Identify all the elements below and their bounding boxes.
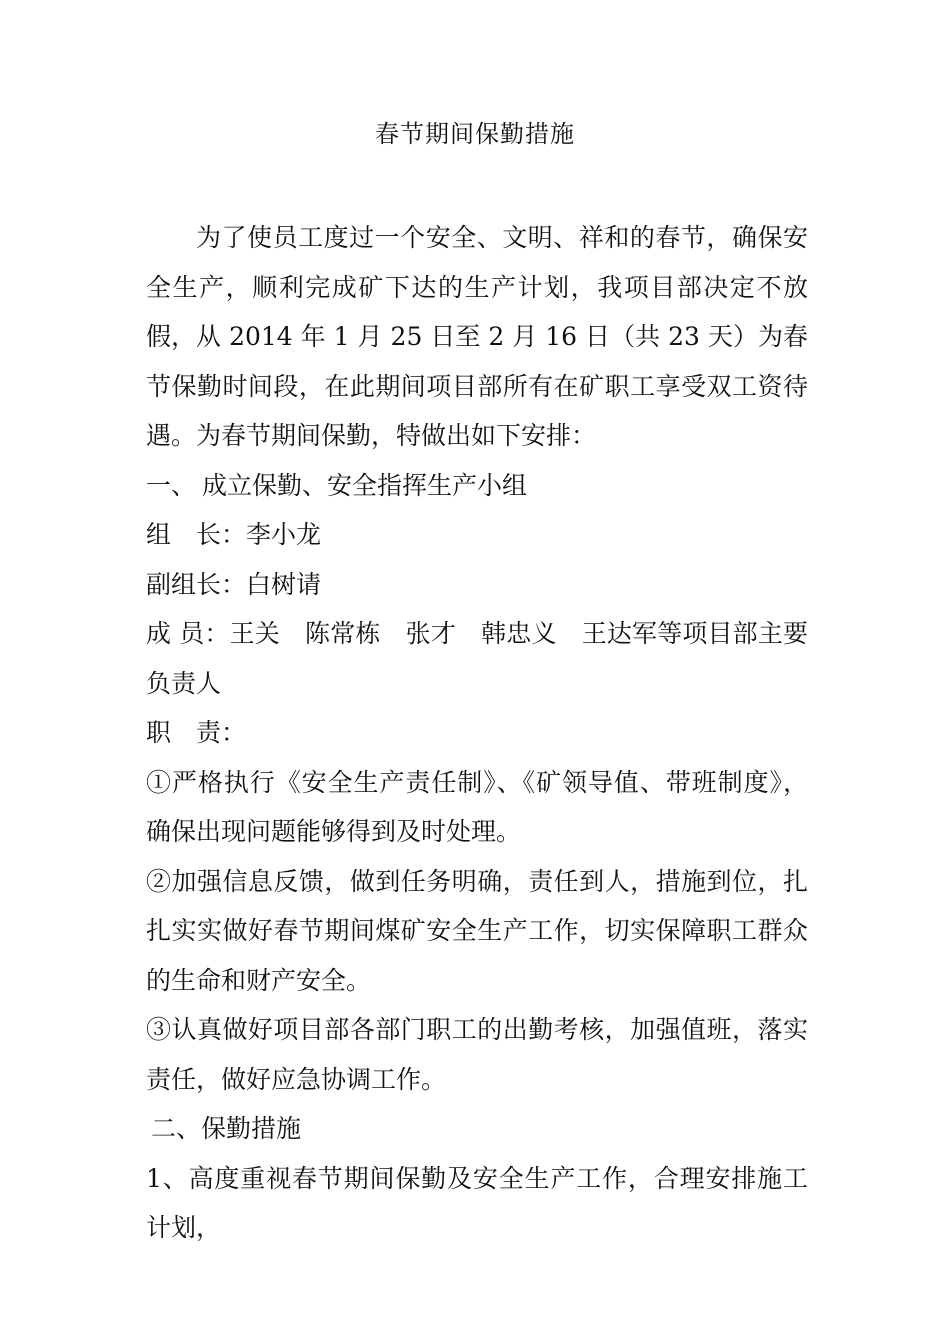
duty-item: ②加强信息反馈，做到任务明确，责任到人，措施到位，扎扎实实做好春节期间煤矿安全生产工作，切实保障职工群众的生命和财产安全。 — [146, 866, 808, 995]
document-body — [146, 213, 808, 1253]
group-leader: 组 长：李小龙 — [146, 520, 322, 549]
document-title: 春节期间保勤措施 — [375, 120, 575, 148]
deputy-leader: 副组长：白树请 — [146, 569, 322, 599]
measure-item: 1、高度重视春节期间保勤及安全生产工作，合理安排施工计划， — [146, 1163, 808, 1242]
section1-number: 一、 — [146, 470, 197, 500]
section2-heading: 二、保勤措施 — [151, 1114, 302, 1143]
duty-item: ③认真做好项目部各部门职工的出勤考核，加强值班，落实责任，做好应急协调工作。 — [146, 1015, 808, 1094]
section1-heading-line — [146, 461, 808, 511]
duty-item: ①严格执行《安全生产责任制》、《矿领导值、带班制度》，确保出现问题能够得到及时处理。 — [146, 767, 808, 846]
intro-paragraph: 为了使员工度过一个安全、文明、祥和的春节，确保安全生产，顺利完成矿下达的生产计划，我项目部决定不放假，从 2014 年 1 月 25 日至 2 月 16 日（共 23 天）为春节保勤时间段，在此期间项目部所有在矿职工享受双工资待遇。为春节期间保勤，特做出如下安排： — [146, 223, 808, 450]
group-members: 成 员：王关 陈常栋 张才 韩忠义 王达军等项目部主要负责人 — [146, 619, 808, 698]
section1-heading: 成立保勤、安全指挥生产小组 — [202, 470, 528, 500]
duties-label: 职 责： — [146, 718, 247, 747]
